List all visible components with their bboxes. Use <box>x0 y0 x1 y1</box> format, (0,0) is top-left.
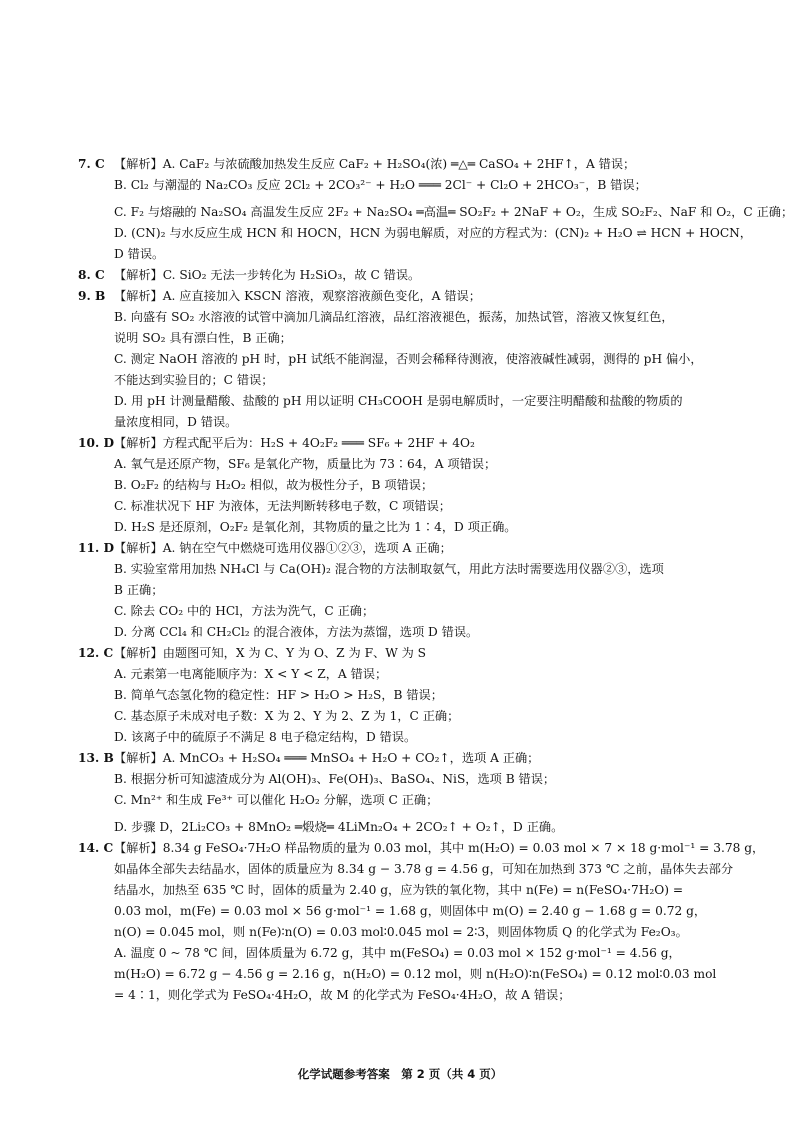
answer-line: 【解析】A. 钠在空气中燃烧可选用仪器①②③，选项 A 正确； <box>114 541 452 555</box>
answer-line: D 错误。 <box>114 247 165 261</box>
answer-line: 量浓度相同，D 错误。 <box>114 415 238 429</box>
answer-line: 如晶体全部失去结晶水，固体的质量应为 8.34 g − 3.78 g = 4.56 g，可知在加热到 373 ℃ 之前，晶体失去部分 <box>114 862 734 876</box>
answer-line: 【解析】8.34 g FeSO₄·7H₂O 样品物质的量为 0.03 mol，其中 m(H₂O) = 0.03 mol × 7 × 18 g·mol⁻¹ = 3.78 g， <box>114 841 765 855</box>
page-footer: 化学试题参考答案 第 2 页（共 4 页） <box>297 1067 503 1081</box>
answer-line: A. 温度 0 ~ 78 ℃ 间，固体质量为 6.72 g，其中 m(FeSO₄) = 0.03 mol × 152 g·mol⁻¹ = 4.56 g， <box>114 946 681 960</box>
answer-line: C. 标准状况下 HF 为液体，无法判断转移电子数，C 项错误； <box>114 499 451 513</box>
answer-item-9 <box>78 286 738 433</box>
answer-line: C. Mn²⁺ 和生成 Fe³⁺ 可以催化 H₂O₂ 分解，选项 C 正确； <box>114 793 439 807</box>
answer-line: D. (CN)₂ 与水反应生成 HCN 和 HOCN，HCN 为弱电解质，对应的方程式为：(CN)₂ + H₂O ⇌ HCN + HOCN， <box>114 226 752 240</box>
answer-item-7 <box>78 154 794 265</box>
answer-line: = 4∶1，则化学式为 FeSO₄·4H₂O，故 M 的化学式为 FeSO₄·4H₂O，故 A 错误； <box>114 988 571 1002</box>
answer-item-14 <box>78 838 765 1006</box>
answer-line: n(O) = 0.045 mol，则 n(Fe)∶n(O) = 0.03 mol∶0.045 mol = 2∶3，则固体物质 Q 的化学式为 Fe₂O₃。 <box>114 925 688 939</box>
answer-line: B. 根据分析可知滤渣成分为 Al(OH)₃、Fe(OH)₃、BaSO₄、NiS，选项 B 错误； <box>114 772 556 786</box>
answer-content <box>78 154 794 1006</box>
answer-line: D. H₂S 是还原剂，O₂F₂ 是氧化剂，其物质的量之比为 1∶4，D 项正确。 <box>114 520 517 534</box>
answer-number: 14. C <box>78 841 114 855</box>
answer-line: C. 测定 NaOH 溶液的 pH 时，pH 试纸不能润湿，否则会稀释待测液，使溶液碱性减弱，测得的 pH 偏小， <box>114 352 703 366</box>
answer-line: C. 除去 CO₂ 中的 HCl，方法为洗气，C 正确； <box>114 604 375 618</box>
answer-line: B. 向盛有 SO₂ 水溶液的试管中滴加几滴品红溶液，品红溶液褪色，振荡，加热试管，溶液又恢复红色， <box>114 310 674 324</box>
answer-line: 【解析】方程式配平后为：H₂S + 4O₂F₂ ═══ SF₆ + 2HF + 4O₂ <box>114 436 475 450</box>
answer-number: 13. B <box>78 751 114 765</box>
answer-line: 0.03 mol，m(Fe) = 0.03 mol × 56 g·mol⁻¹ = 1.68 g，则固体中 m(O) = 2.40 g − 1.68 g = 0.72 g， <box>114 904 707 918</box>
answer-line: 【解析】A. CaF₂ 与浓硫酸加热发生反应 CaF₂ + H₂SO₄(浓) ═△═ CaSO₄ + 2HF↑，A 错误； <box>114 157 636 171</box>
answer-line: C. 基态原子未成对电子数：X 为 2、Y 为 2、Z 为 1，C 正确； <box>114 709 460 723</box>
answer-item-8 <box>78 265 738 286</box>
answer-item-13 <box>78 748 738 838</box>
answer-item-10 <box>78 433 738 538</box>
answer-number: 10. D <box>78 436 115 450</box>
answer-line: B. Cl₂ 与潮湿的 Na₂CO₃ 反应 2Cl₂ + 2CO₃²⁻ + H₂O ═══ 2Cl⁻ + Cl₂O + 2HCO₃⁻，B 错误； <box>114 178 647 192</box>
answer-number: 9. B <box>78 289 106 303</box>
answer-line: D. 该离子中的硫原子不满足 8 电子稳定结构，D 错误。 <box>114 730 417 744</box>
answer-line: B. O₂F₂ 的结构与 H₂O₂ 相似，故为极性分子，B 项错误； <box>114 478 434 492</box>
answer-line: 说明 SO₂ 具有漂白性，B 正确； <box>114 331 292 345</box>
answer-line: 【解析】A. MnCO₃ + H₂SO₄ ═══ MnSO₄ + H₂O + CO₂↑，选项 A 正确； <box>114 751 540 765</box>
answer-item-11 <box>78 538 738 643</box>
answer-line: m(H₂O) = 6.72 g − 4.56 g = 2.16 g，n(H₂O) = 0.12 mol，则 n(H₂O)∶n(FeSO₄) = 0.12 mol∶0.03 mol <box>114 967 717 981</box>
answer-line: B. 简单气态氢化物的稳定性：HF > H₂O > H₂S，B 错误； <box>114 688 443 702</box>
answer-line: D. 步骤 D，2Li₂CO₃ + 8MnO₂ ═煅烧═ 4LiMn₂O₄ + 2CO₂↑ + O₂↑，D 正确。 <box>114 820 564 834</box>
answer-line: 结晶水，加热至 635 ℃ 时，固体的质量为 2.40 g，应为铁的氧化物，其中 n(Fe) = n(FeSO₄·7H₂O) = <box>114 883 684 897</box>
answer-line: 【解析】C. SiO₂ 无法一步转化为 H₂SiO₃，故 C 错误。 <box>114 268 421 282</box>
answer-line: 【解析】由题图可知，X 为 C、Y 为 O、Z 为 F、W 为 S <box>114 646 427 660</box>
answer-line: D. 分离 CCl₄ 和 CH₂Cl₂ 的混合液体，方法为蒸馏，选项 D 错误。 <box>114 625 479 639</box>
answer-number: 8. C <box>78 268 105 282</box>
answer-line: 不能达到实验目的；C 错误； <box>114 373 274 387</box>
answer-line: C. F₂ 与熔融的 Na₂SO₄ 高温发生反应 2F₂ + Na₂SO₄ ═高温═ SO₂F₂ + 2NaF + O₂，生成 SO₂F₂、NaF 和 O₂，C 正确； <box>114 205 794 219</box>
answer-number: 12. C <box>78 646 114 660</box>
answer-line: D. 用 pH 计测量醋酸、盐酸的 pH 用以证明 CH₃COOH 是弱电解质时，一定要注明醋酸和盐酸的物质的 <box>114 394 683 408</box>
answer-line: B 正确； <box>114 583 164 597</box>
answer-line: 【解析】A. 应直接加入 KSCN 溶液，观察溶液颜色变化，A 错误； <box>114 289 481 303</box>
answer-line: A. 氧气是还原产物，SF₆ 是氧化产物，质量比为 73∶64，A 项错误； <box>114 457 497 471</box>
answer-line: B. 实验室常用加热 NH₄Cl 与 Ca(OH)₂ 混合物的方法制取氨气，用此方法时需要选用仪器②③，选项 <box>114 562 664 576</box>
answer-line: A. 元素第一电离能顺序为：X < Y < Z，A 错误； <box>114 667 388 681</box>
answer-item-12 <box>78 643 738 748</box>
answer-number: 7. C <box>78 157 105 171</box>
answer-number: 11. D <box>78 541 115 555</box>
